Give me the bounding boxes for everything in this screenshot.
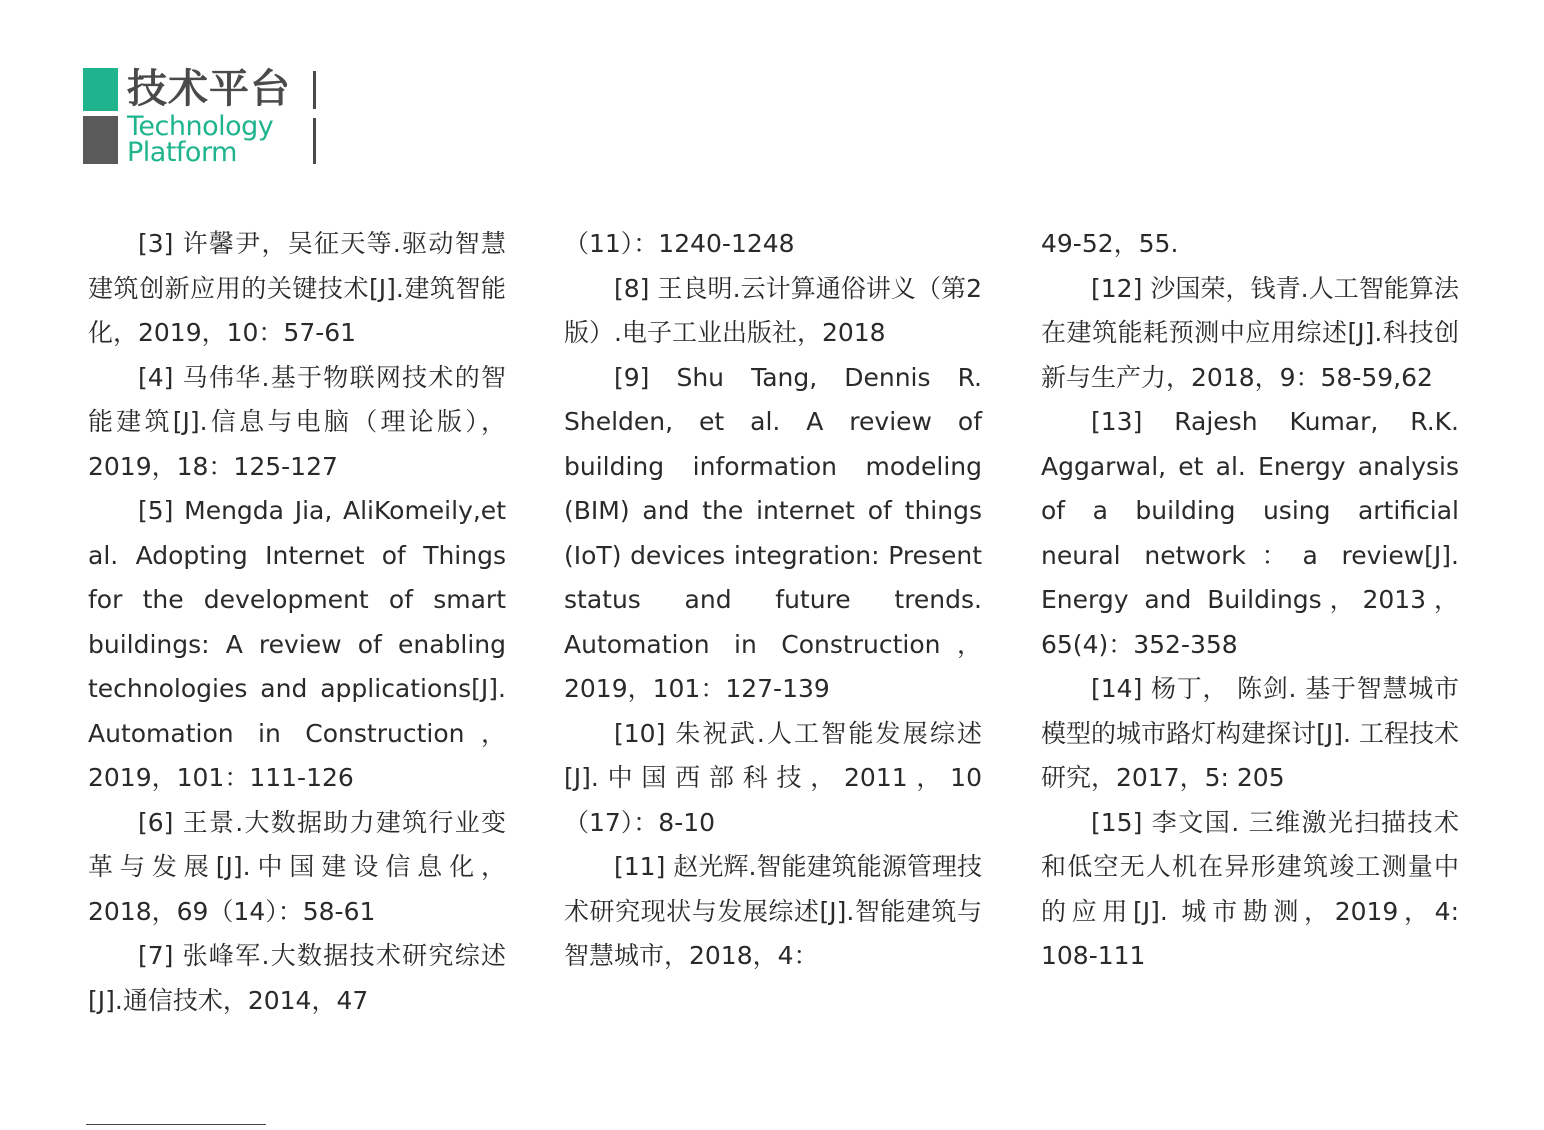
reference-entry: [13] Rajesh Kumar, R.K. Aggarwal, et al. Energy analysis of a building using artificial neural network：a review[J]. Energy and Buildings，2013，65(4)：352-358 (1041, 407, 1459, 659)
reference-entry: [3] 许馨尹，吴征天等.驱动智慧建筑创新应用的关键技术[J].建筑智能化，2019，10：57-61 (88, 229, 506, 347)
references-column-3 (1041, 222, 1459, 979)
reference-entry: [14] 杨丁， 陈剑. 基于智慧城市模型的城市路灯构建探讨[J]. 工程技术研究，2017，5: 205 (1041, 674, 1459, 792)
header-dark-block (83, 116, 118, 164)
section-header (83, 68, 343, 168)
reference-continuation: （11）：1240-1248 (564, 229, 795, 258)
section-title-en (127, 111, 274, 168)
reference-entry: [9] Shu Tang, Dennis R. Shelden, et al. A review of building information modeling (BIM) and the internet of things (IoT) devices integration: Present status and future trends. Automation in Construction，2019，101：127-139 (564, 362, 982, 703)
section-title-en-line2: Platform (127, 137, 237, 168)
reference-entry: [6] 王景.大数据助力建筑行业变革与发展[J].中国建设信息化，2018，69（14）：58-61 (88, 807, 506, 926)
reference-entry: [12] 沙国荣，钱青.人工智能算法在建筑能耗预测中应用综述[J].科技创新与生产力，2018，9：58-59,62 (1041, 273, 1459, 392)
reference-entry: [11] 赵光辉.智能建筑能源管理技术研究现状与发展综述[J].智能建筑与智慧城市，2018，4： (564, 852, 982, 970)
reference-continuation: 49-52，55. (1041, 229, 1179, 258)
section-title-en-line1: Technology (127, 111, 274, 142)
reference-entry: [10] 朱祝武.人工智能发展综述[J].中国西部科技，2011，10（17）：8-10 (564, 718, 982, 837)
reference-entry: [5] Mengda Jia, AliKomeily,et al. Adopting Internet of Things for the development of smart buildings: A review of enabling technologies and applications[J]. Automation in Construction，2019，101：111-126 (88, 496, 506, 792)
header-accent-block (83, 68, 118, 111)
reference-entry: [15] 李文国. 三维激光扫描技术和低空无人机在异形建筑竣工测量中的应用[J]. 城市勘测，2019，4: 108-111 (1041, 807, 1459, 970)
section-title-cn: 技术平台 (127, 66, 291, 112)
header-divider-bottom (313, 118, 316, 164)
header-divider-top (313, 71, 316, 109)
reference-entry: [4] 马伟华.基于物联网技术的智能建筑[J].信息与电脑（理论版），2019，18：125-127 (88, 362, 506, 481)
references-column-1 (88, 222, 506, 1023)
footer-rule (86, 1124, 266, 1125)
references-column-2 (564, 222, 982, 979)
reference-entry: [7] 张峰军.大数据技术研究综述[J].通信技术，2014，47 (88, 941, 506, 1015)
reference-entry: [8] 王良明.云计算通俗讲义（第2版）.电子工业出版社，2018 (564, 273, 982, 347)
